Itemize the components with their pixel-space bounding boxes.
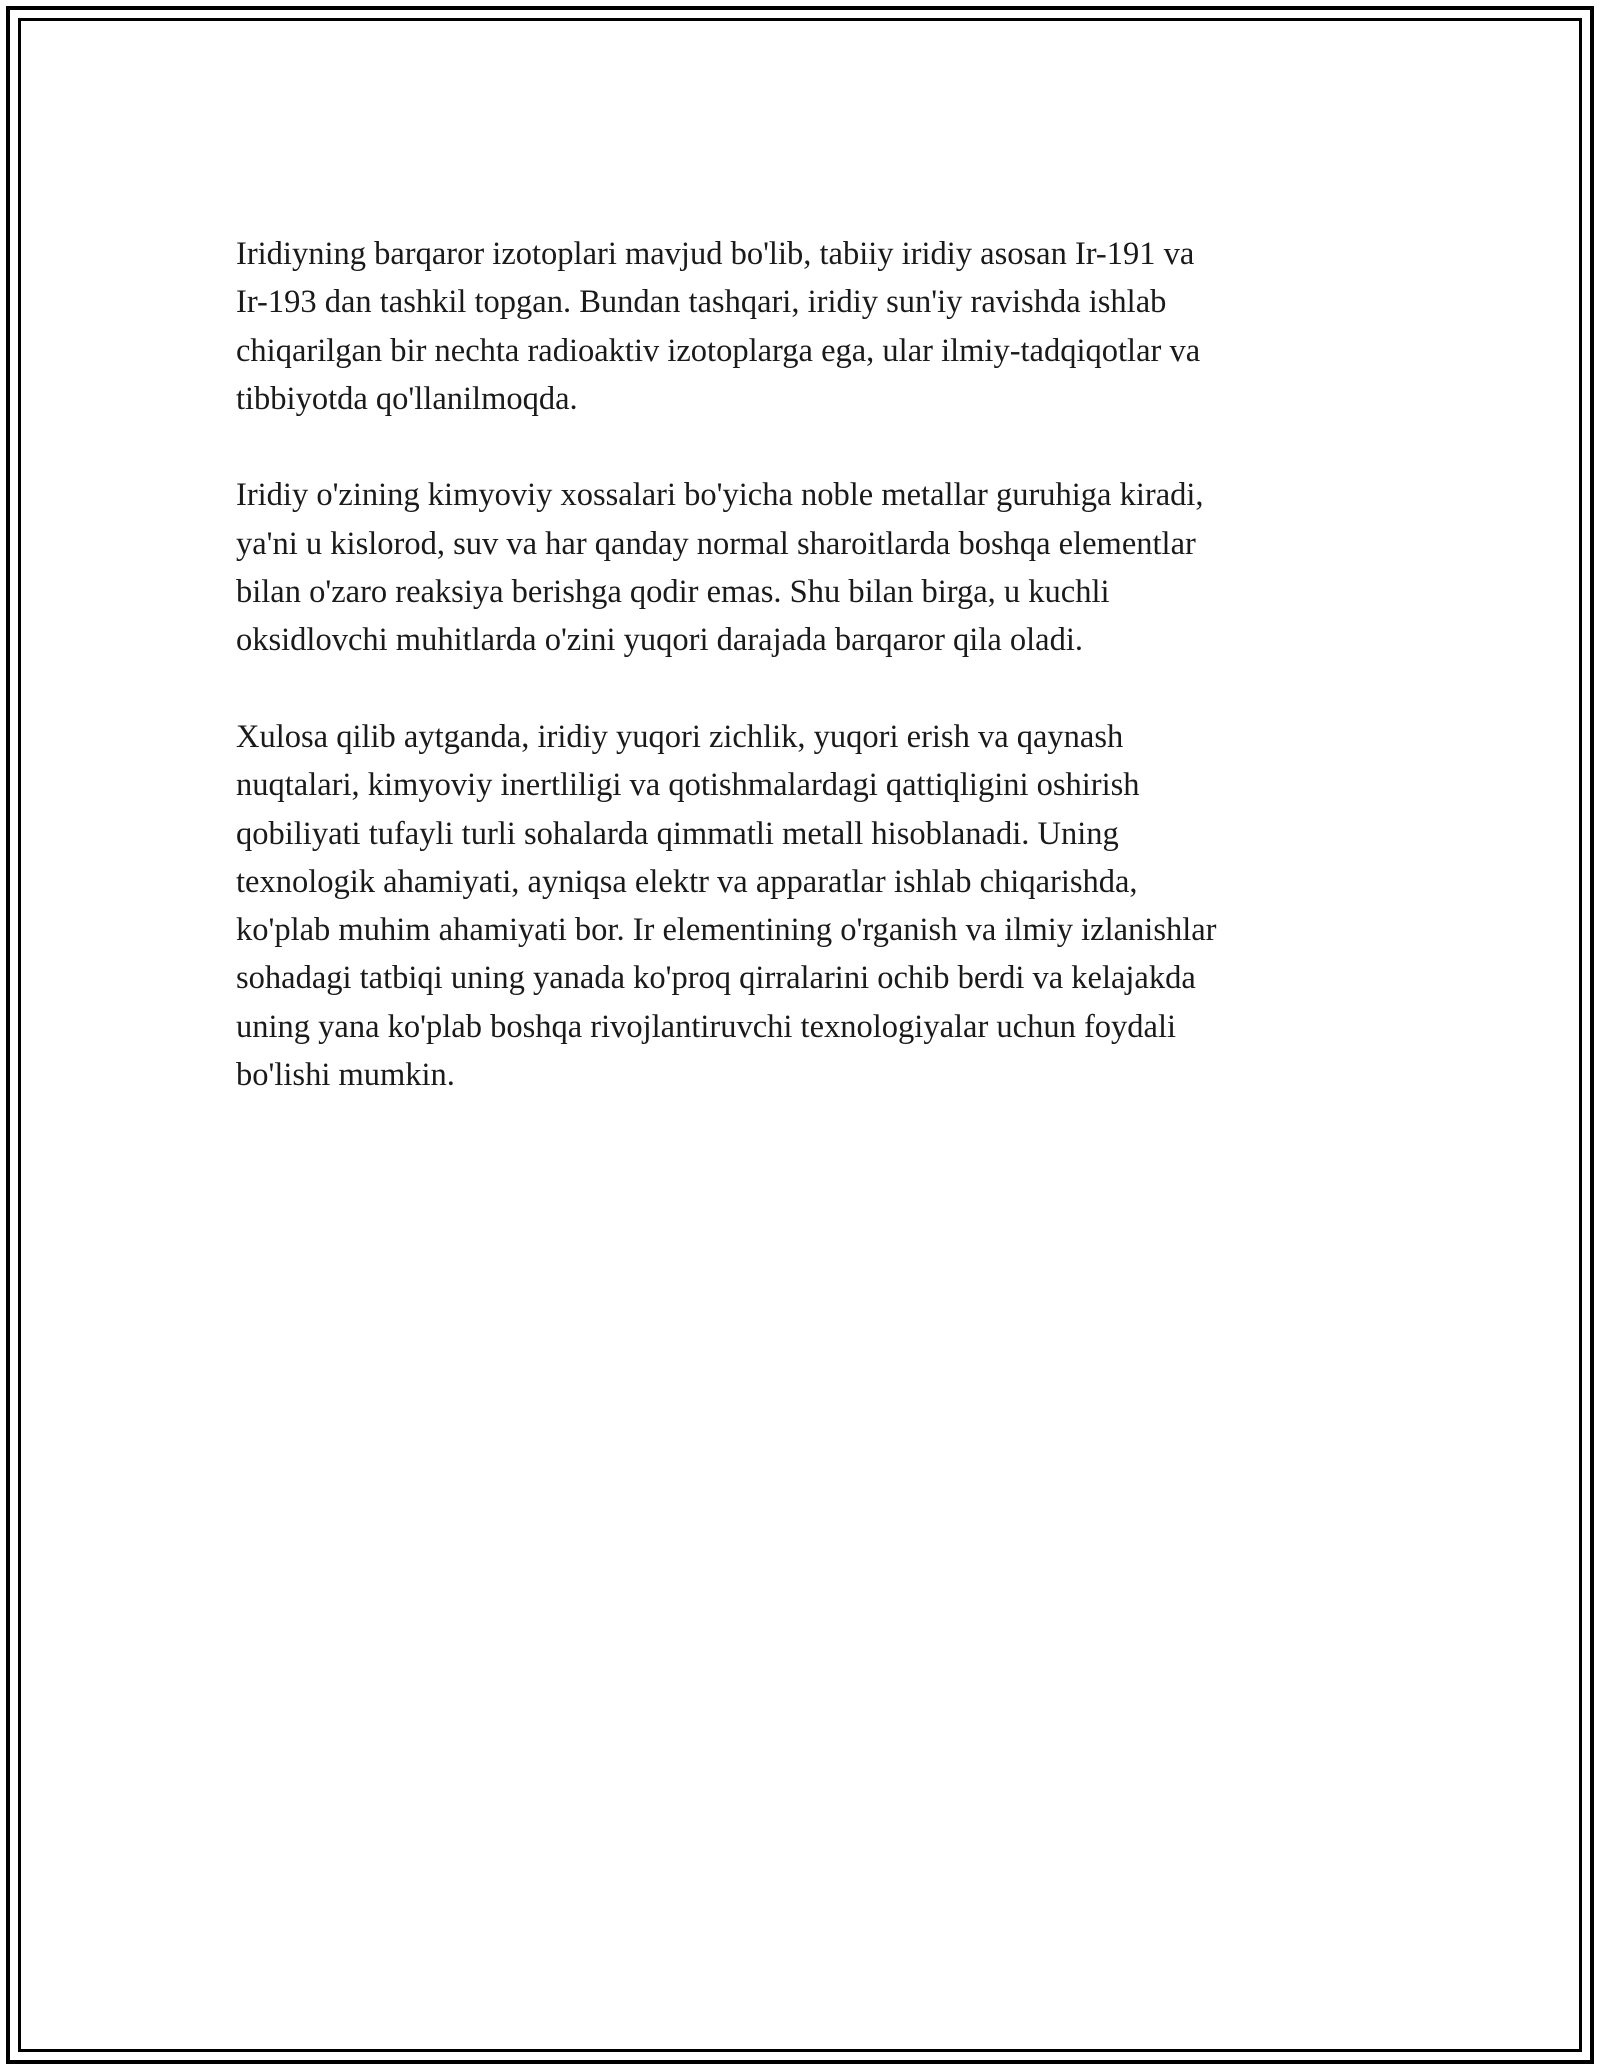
paragraph-line: Xulosa qilib aytganda, iridiy yuqori zichlik, yuqori erish va qaynash [236,718,1124,755]
paragraph-line: texnologik ahamiyati, ayniqsa elektr va apparatlar ishlab chiqarishda, [236,863,1138,900]
paragraph-conclusion [236,713,1366,1099]
paragraph-line: Iridiyning barqaror izotoplari mavjud bo'lib, tabiiy iridiy asosan Ir-191 va [236,236,1195,272]
paragraph-line: qobiliyati tufayli turli sohalarda qimmatli metall hisoblanadi. Uning [236,815,1119,852]
paragraph-line: nuqtalari, kimyoviy inertliligi va qotishmalardagi qattiqligini oshirish [236,767,1140,804]
paragraph-line: ya'ni u kislorod, suv va har qanday normal sharoitlarda boshqa elementlar [236,525,1196,562]
paragraph-line: oksidlovchi muhitlarda o'zini yuqori darajada barqaror qila oladi. [236,622,1083,659]
paragraph-line: bo'lishi mumkin. [236,1057,455,1094]
paragraph-line: Ir-193 dan tashkil topgan. Bundan tashqari, iridiy sun'iy ravishda ishlab [236,284,1167,321]
paragraph-line: ko'plab muhim ahamiyati bor. Ir elementining o'rganish va ilmiy izlanishlar [236,912,1217,949]
document-body [236,230,1366,1148]
paragraph-isotopes [236,230,1366,423]
paragraph-line: uning yana ko'plab boshqa rivojlantiruvchi texnologiyalar uchun foydali [236,1008,1177,1045]
paragraph-line: bilan o'zaro reaksiya berishga qodir emas. Shu bilan birga, u kuchli [236,574,1110,611]
paragraph-line: tibbiyotda qo'llanilmoqda. [236,380,578,417]
paragraph-line: Iridiy o'zining kimyoviy xossalari bo'yicha noble metallar guruhiga kiradi, [236,477,1204,514]
paragraph-line: sohadagi tatbiqi uning yanada ko'proq qirralarini ochib berdi va kelajakda [236,960,1196,997]
paragraph-line: chiqarilgan bir nechta radioaktiv izotoplarga ega, ular ilmiy-tadqiqotlar va [236,332,1201,369]
paragraph-chemical-properties [236,471,1366,664]
